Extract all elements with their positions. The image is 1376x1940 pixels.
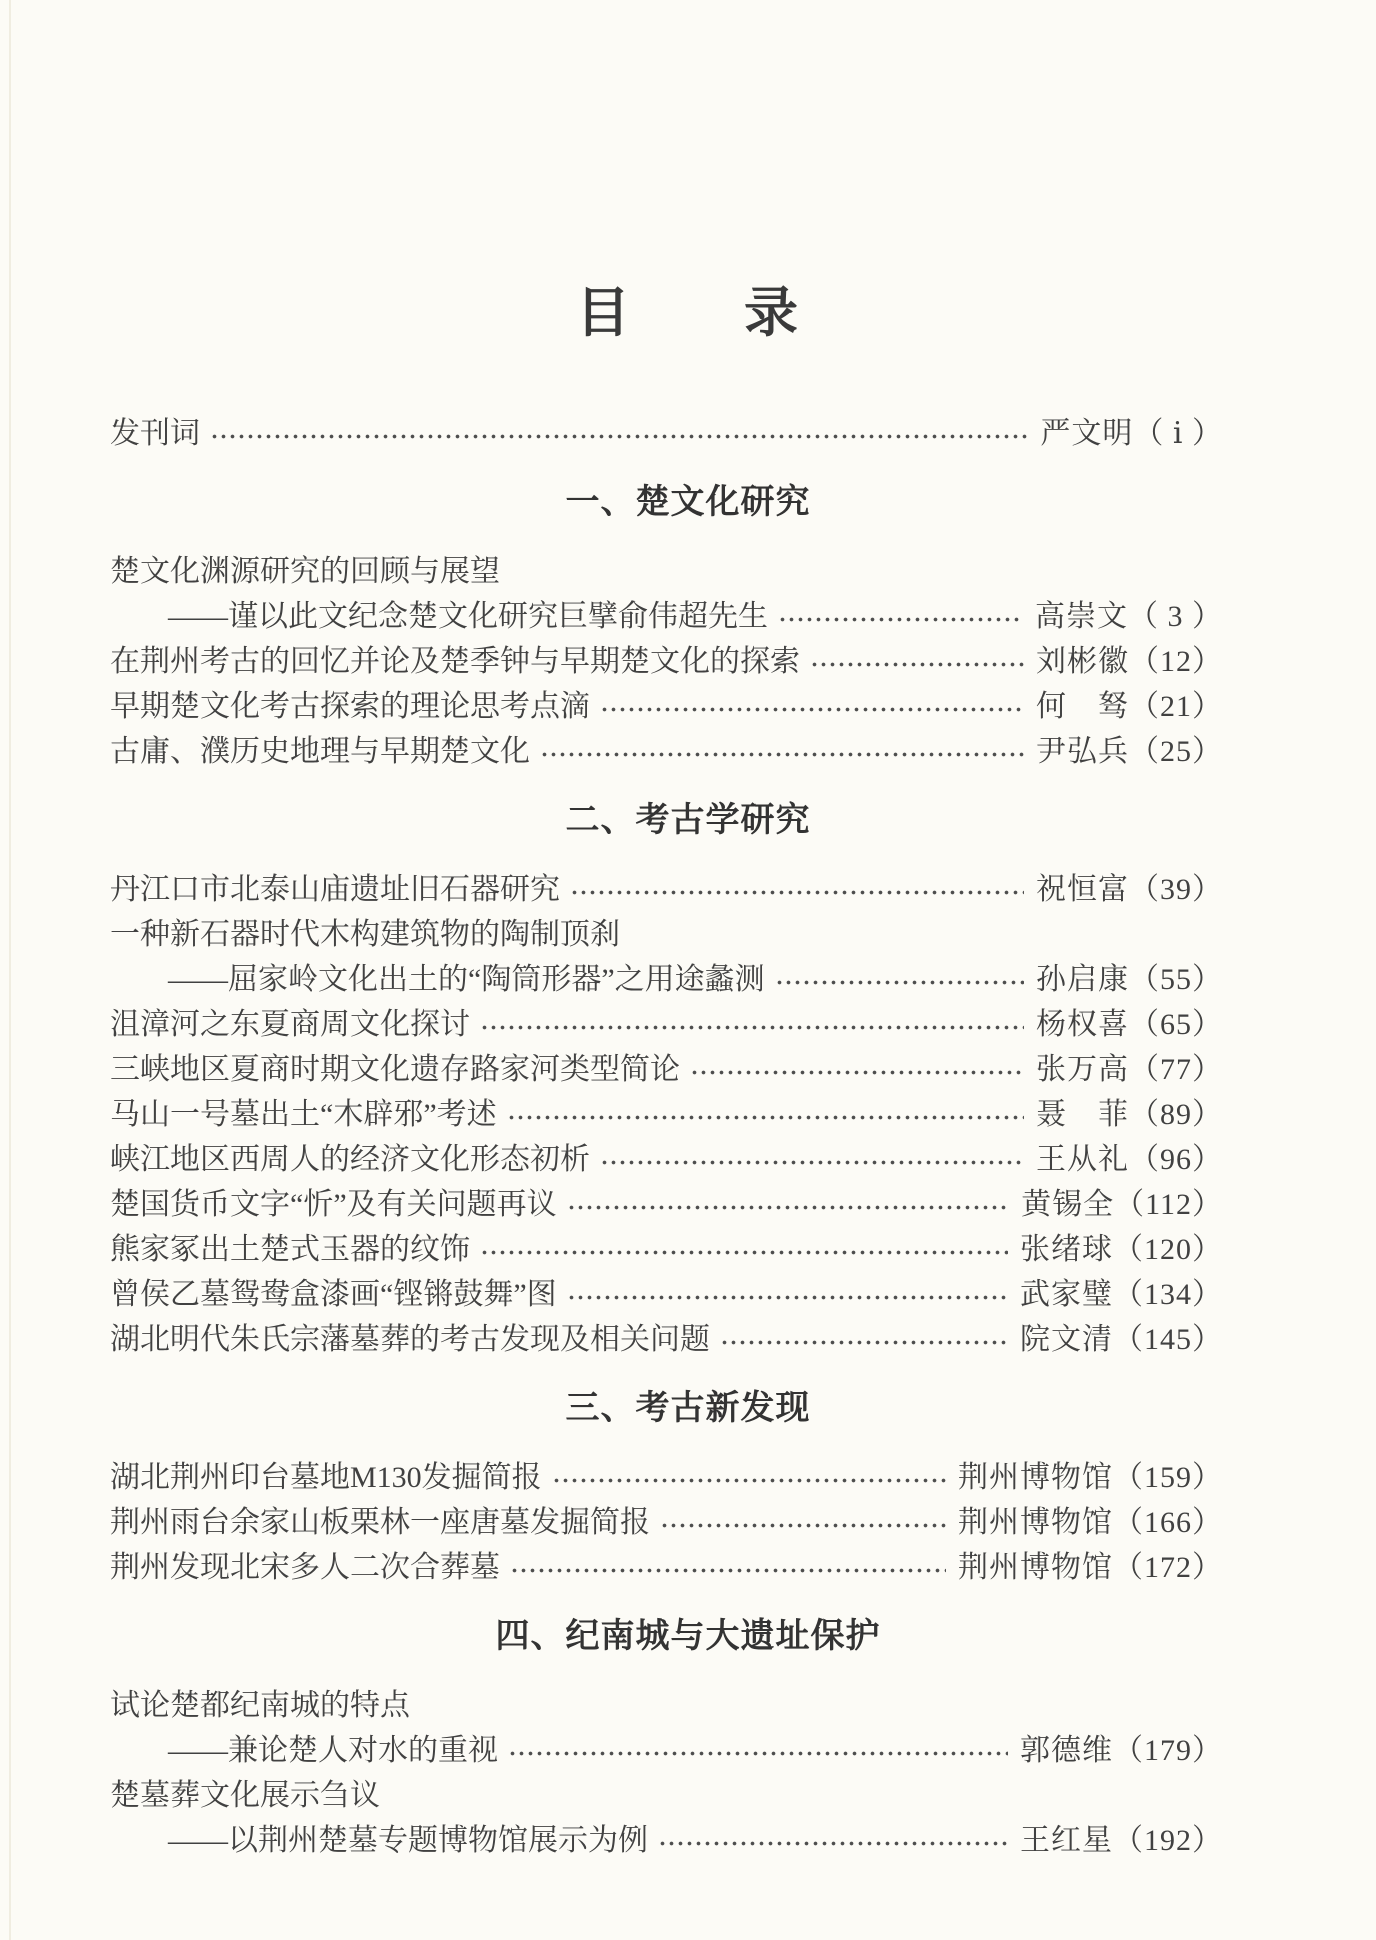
section-entries	[0, 1455, 1376, 1590]
entry-row	[110, 1317, 1223, 1362]
entry-author: 武家璧（134）	[1020, 1278, 1223, 1311]
dot-leader	[778, 594, 1023, 639]
entry-title: 峡江地区西周人的经济文化形态初析	[110, 1143, 590, 1176]
toc-sections	[0, 480, 1376, 1863]
entry-author: 荆州博物馆（172）	[958, 1551, 1223, 1584]
dot-leader	[567, 1182, 1009, 1227]
section-heading: 二、考古学研究	[565, 801, 811, 839]
dot-leader	[510, 1545, 946, 1590]
dot-leader	[720, 1317, 1008, 1362]
toc-entry	[110, 912, 1223, 1002]
entry-author: 刘彬徽（12）	[1036, 645, 1223, 678]
dot-leader	[600, 684, 1024, 729]
dot-leader	[775, 957, 1024, 1002]
toc	[0, 411, 1376, 1863]
section-entries	[0, 549, 1376, 774]
entry-title: 早期楚文化考古探索的理论思考点滴	[110, 690, 590, 723]
toc-entry	[110, 1137, 1223, 1182]
entry-title: 马山一号墓出土“木辟邪”考述	[110, 1098, 497, 1131]
entry-title: 发刊词	[110, 417, 200, 450]
toc-entry	[110, 684, 1223, 729]
entry-author: 祝恒富（39）	[1036, 873, 1223, 906]
entry-author: 孙启康（55）	[1036, 963, 1223, 996]
toc-entry	[110, 1182, 1223, 1227]
entry-row	[110, 1227, 1223, 1272]
entry-title: 沮漳河之东夏商周文化探讨	[110, 1008, 470, 1041]
entry-title: 熊家冢出土楚式玉器的纹饰	[110, 1233, 470, 1266]
entry-row	[110, 1272, 1223, 1317]
entry-row	[110, 639, 1223, 684]
entry-title: 湖北荆州印台墓地M130发掘简报	[110, 1461, 542, 1494]
toc-entry	[110, 639, 1223, 684]
toc-entry	[110, 411, 1223, 456]
entry-author: 荆州博物馆（159）	[958, 1461, 1223, 1494]
toc-entry	[110, 549, 1223, 639]
entry-row	[110, 1137, 1223, 1182]
entry-title: 试论楚都纪南城的特点	[110, 1689, 410, 1722]
dot-leader	[600, 1137, 1024, 1182]
entry-row	[110, 1092, 1223, 1137]
entry-author: 王红星（192）	[1020, 1824, 1223, 1857]
entry-author: 何 驽（21）	[1036, 690, 1223, 723]
entry-row	[110, 1545, 1223, 1590]
entry-row	[110, 1047, 1223, 1092]
toc-entry	[110, 1500, 1223, 1545]
toc-entry	[110, 1545, 1223, 1590]
entry-row	[110, 549, 1223, 594]
entry-row	[110, 957, 1223, 1002]
dot-leader	[508, 1728, 1008, 1773]
entry-title: ——以荆州楚墓专题博物馆展示为例	[168, 1824, 648, 1857]
dot-leader	[660, 1500, 946, 1545]
section-heading: 三、考古新发现	[565, 1389, 811, 1427]
entry-author: 尹弘兵（25）	[1036, 735, 1223, 768]
toc-entry	[110, 1002, 1223, 1047]
entry-title: 丹江口市北泰山庙遗址旧石器研究	[110, 873, 560, 906]
dot-leader	[552, 1455, 946, 1500]
entry-row	[110, 1500, 1223, 1545]
toc-entry	[110, 1092, 1223, 1137]
section-heading: 一、楚文化研究	[565, 483, 811, 521]
toc-section	[0, 1386, 1376, 1590]
entry-title: 楚国货币文字“忻”及有关问题再议	[110, 1188, 557, 1221]
dot-leader	[567, 1272, 1008, 1317]
dot-leader	[507, 1092, 1024, 1137]
entry-title: 湖北明代朱氏宗藩墓葬的考古发现及相关问题	[110, 1323, 710, 1356]
entry-title: 楚墓葬文化展示刍议	[110, 1779, 380, 1812]
entry-title: 楚文化渊源研究的回顾与展望	[110, 555, 500, 588]
entry-title: 古庸、濮历史地理与早期楚文化	[110, 735, 530, 768]
entry-row	[110, 1182, 1223, 1227]
entry-row	[110, 684, 1223, 729]
front-matter-entries	[0, 411, 1376, 456]
entry-author: 黄锡全（112）	[1021, 1188, 1223, 1221]
entry-row	[110, 1002, 1223, 1047]
dot-leader	[480, 1002, 1024, 1047]
entry-title: 一种新石器时代木构建筑物的陶制顶刹	[110, 918, 620, 951]
entry-row	[110, 867, 1223, 912]
entry-title: 三峡地区夏商时期文化遗存路家河类型简论	[110, 1053, 680, 1086]
toc-section	[0, 480, 1376, 774]
dot-leader	[690, 1047, 1024, 1092]
entry-title: 在荆州考古的回忆并论及楚季钟与早期楚文化的探索	[110, 645, 800, 678]
document-title: 目 录	[576, 283, 800, 343]
entry-author: 院文清（145）	[1020, 1323, 1223, 1356]
entry-row	[110, 1773, 1223, 1818]
entry-title: 荆州发现北宋多人二次合葬墓	[110, 1551, 500, 1584]
entry-author: 高崇文（ 3 ）	[1035, 600, 1223, 633]
dot-leader	[570, 867, 1024, 912]
dot-leader	[480, 1227, 1008, 1272]
entry-title: ——屈家岭文化出土的“陶筒形器”之用途蠡测	[168, 963, 765, 996]
entry-author: 聂 菲（89）	[1036, 1098, 1223, 1131]
entry-row	[110, 594, 1223, 639]
toc-section	[0, 1614, 1376, 1863]
entry-author: 王从礼（96）	[1036, 1143, 1223, 1176]
entry-title: ——谨以此文纪念楚文化研究巨擘俞伟超先生	[168, 600, 768, 633]
entry-row	[110, 411, 1223, 456]
entry-author: 郭德维（179）	[1020, 1734, 1223, 1767]
section-entries	[0, 867, 1376, 1362]
entry-row	[110, 1728, 1223, 1773]
toc-entry	[110, 867, 1223, 912]
section-heading: 四、纪南城与大遗址保护	[495, 1617, 881, 1655]
entry-row	[110, 912, 1223, 957]
dot-leader	[540, 729, 1024, 774]
entry-author: 张绪球（120）	[1020, 1233, 1223, 1266]
entry-author: 张万高（77）	[1036, 1053, 1223, 1086]
toc-entry	[110, 1047, 1223, 1092]
entry-author: 严文明（ ⅰ ）	[1040, 417, 1223, 450]
section-entries	[0, 1683, 1376, 1863]
entry-title: 荆州雨台余家山板栗林一座唐墓发掘简报	[110, 1506, 650, 1539]
entry-author: 杨权喜（65）	[1036, 1008, 1223, 1041]
dot-leader	[210, 411, 1028, 456]
entry-title: 曾侯乙墓鸳鸯盒漆画“铿锵鼓舞”图	[110, 1278, 557, 1311]
toc-entry	[110, 1683, 1223, 1773]
toc-section	[0, 798, 1376, 1362]
toc-entry	[110, 1455, 1223, 1500]
entry-row	[110, 1455, 1223, 1500]
toc-entry	[110, 1272, 1223, 1317]
dot-leader	[810, 639, 1024, 684]
entry-title: ——兼论楚人对水的重视	[168, 1734, 498, 1767]
entry-row	[110, 1818, 1223, 1863]
toc-entry	[110, 1317, 1223, 1362]
entry-row	[110, 1683, 1223, 1728]
entry-row	[110, 729, 1223, 774]
toc-entry	[110, 1227, 1223, 1272]
entry-author: 荆州博物馆（166）	[958, 1506, 1223, 1539]
toc-entry	[110, 729, 1223, 774]
toc-entry	[110, 1773, 1223, 1863]
dot-leader	[658, 1818, 1008, 1863]
